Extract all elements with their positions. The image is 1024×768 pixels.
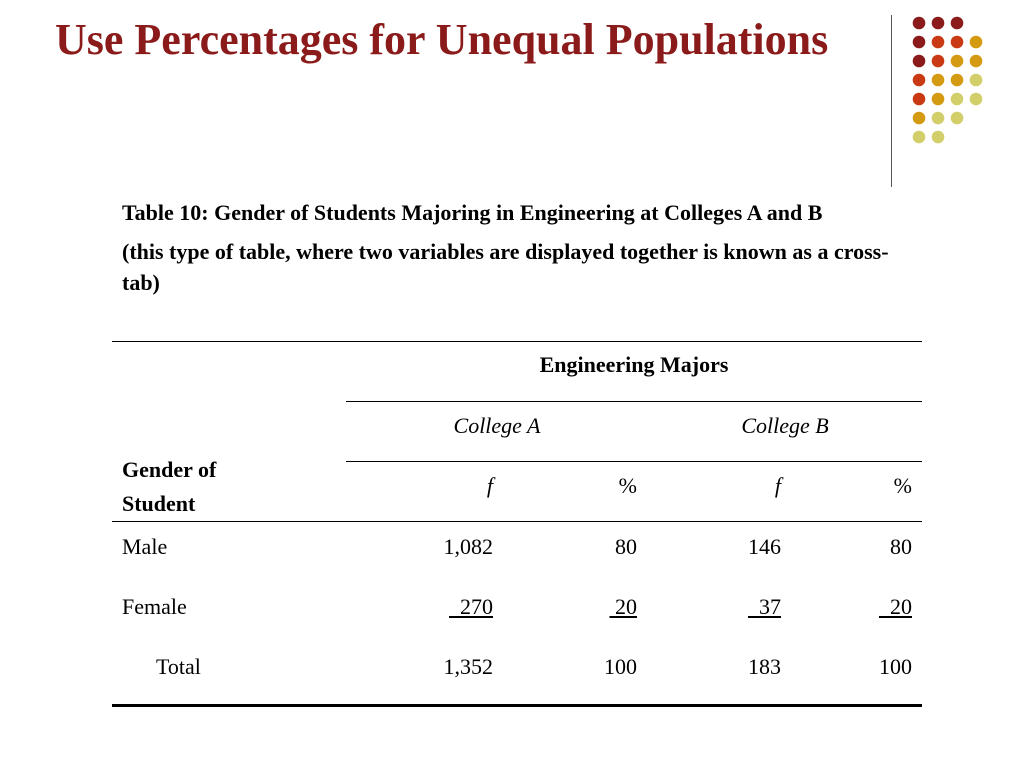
col-header-college-a-pct: %	[618, 473, 637, 498]
slide-title: Use Percentages for Unequal Populations	[55, 15, 829, 64]
decorative-dot	[970, 55, 983, 68]
decorative-dot	[932, 112, 945, 125]
row-header-gender	[122, 453, 216, 521]
decorative-dot	[932, 17, 945, 30]
table-bottom-rule	[112, 704, 922, 707]
row-label: Male	[122, 534, 168, 559]
decorative-dot	[951, 36, 964, 49]
college-a-percent: 100	[604, 654, 637, 679]
col-header-college-b-pct: %	[893, 473, 912, 498]
college-b-percent: 80	[890, 534, 912, 559]
decorative-dot	[913, 93, 926, 106]
college-a-percent: 80	[615, 534, 637, 559]
decorative-dot	[913, 131, 926, 144]
college-b-percent: 100	[879, 654, 912, 679]
decorative-dot	[932, 131, 945, 144]
decorative-dot	[951, 55, 964, 68]
college-b-frequency: 183	[748, 654, 781, 679]
decorative-dot	[932, 93, 945, 106]
college-a-frequency: 1,352	[443, 654, 493, 679]
decorative-dot	[913, 17, 926, 30]
decorative-dot	[970, 36, 983, 49]
decorative-dot	[951, 74, 964, 87]
col-header-college-b-f: f	[774, 473, 781, 498]
group-header-engineering-majors: Engineering Majors	[539, 352, 729, 377]
college-b-frequency: 146	[748, 534, 781, 559]
decorative-dot	[913, 112, 926, 125]
college-b-percent: 20	[890, 594, 912, 619]
decorative-dot	[932, 55, 945, 68]
row-label: Female	[122, 594, 187, 619]
column-group-college-b: College B	[741, 413, 829, 438]
decorative-dot	[970, 93, 983, 106]
decorative-dot	[913, 55, 926, 68]
caption-title: Table 10: Gender of Students Majoring in Engineering at Colleges A and B	[122, 200, 823, 225]
decorative-dot	[932, 36, 945, 49]
col-header-college-a-f: f	[486, 473, 493, 498]
caption-note: (this type of table, where two variables are displayed together is known as a cross-tab)	[122, 239, 889, 295]
group-header-rule	[346, 401, 922, 402]
table-caption	[122, 197, 912, 298]
college-a-frequency: 1,082	[443, 534, 493, 559]
college-a-percent: 20	[615, 594, 637, 619]
header-bottom-rule	[112, 521, 922, 522]
college-b-frequency: 37	[759, 594, 781, 619]
college-a-frequency: 270	[460, 594, 493, 619]
decorative-vertical-line	[891, 15, 892, 187]
row-header-line2: Student	[122, 491, 196, 516]
decorative-dot	[970, 74, 983, 87]
decorative-dot	[951, 17, 964, 30]
college-header-rule	[346, 461, 922, 462]
decorative-dot	[932, 74, 945, 87]
row-label-total: Total	[156, 654, 201, 679]
decorative-dot	[951, 112, 964, 125]
decorative-dot	[913, 36, 926, 49]
table-top-rule	[112, 341, 922, 342]
decorative-dot	[913, 74, 926, 87]
column-group-college-a: College A	[453, 413, 541, 438]
decorative-dot	[951, 93, 964, 106]
row-header-line1: Gender of	[122, 457, 217, 482]
